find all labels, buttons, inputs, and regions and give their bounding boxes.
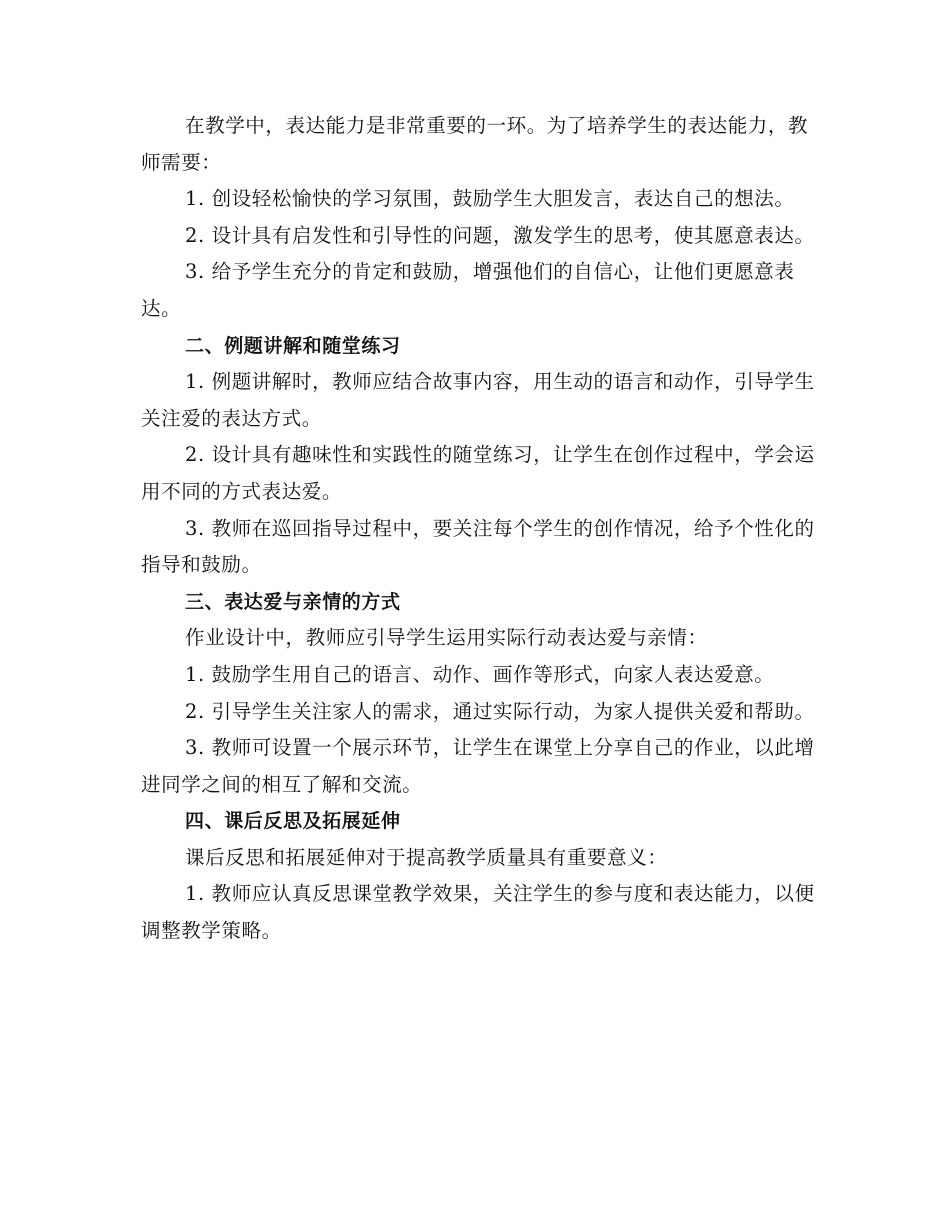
section-heading: 四、课后反思及拓展延伸 — [185, 810, 401, 833]
intro-paragraph: 在教学中，表达能力是非常重要的一环。为了培养学生的表达能力，教师需要： — [141, 114, 809, 174]
list-item: 1. 例题讲解时，教师应结合故事内容，用生动的语言和动作，引导学生关注爱的表达方式。 — [141, 370, 815, 430]
body-paragraph: 课后反思和拓展延伸对于提高教学质量具有重要意义： — [185, 845, 668, 869]
section-heading: 二、例题讲解和随堂练习 — [185, 334, 401, 357]
list-item: 2. 设计具有趣味性和实践性的随堂练习，让学生在创作过程中，学会运用不同的方式表达爱。 — [141, 443, 815, 503]
list-item: 3. 教师可设置一个展示环节，让学生在课堂上分享自己的作业，以此增进同学之间的相互了解和交流。 — [141, 736, 815, 796]
list-item: 3. 教师在巡回指导过程中，要关注每个学生的创作情况，给予个性化的指导和鼓励。 — [141, 516, 815, 577]
body-paragraph: 作业设计中，教师应引导学生运用实际行动表达爱与亲情： — [185, 626, 708, 650]
section-heading: 三、表达爱与亲情的方式 — [185, 590, 401, 613]
list-item: 1. 教师应认真反思课堂教学效果，关注学生的参与度和表达能力，以便调整教学策略。 — [141, 882, 815, 943]
list-item: 2. 引导学生关注家人的需求，通过实际行动，为家人提供关爱和帮助。 — [185, 699, 815, 723]
document-body — [141, 108, 821, 950]
list-item: 1. 鼓励学生用自己的语言、动作、画作等形式，向家人表达爱意。 — [185, 662, 775, 686]
list-item: 1. 创设轻松愉快的学习氛围，鼓励学生大胆发言，表达自己的想法。 — [185, 187, 795, 211]
list-item: 2. 设计具有启发性和引导性的问题，激发学生的思考，使其愿意表达。 — [185, 223, 815, 247]
list-item: 3. 给予学生充分的肯定和鼓励，增强他们的自信心，让他们更愿意表达。 — [141, 260, 795, 320]
